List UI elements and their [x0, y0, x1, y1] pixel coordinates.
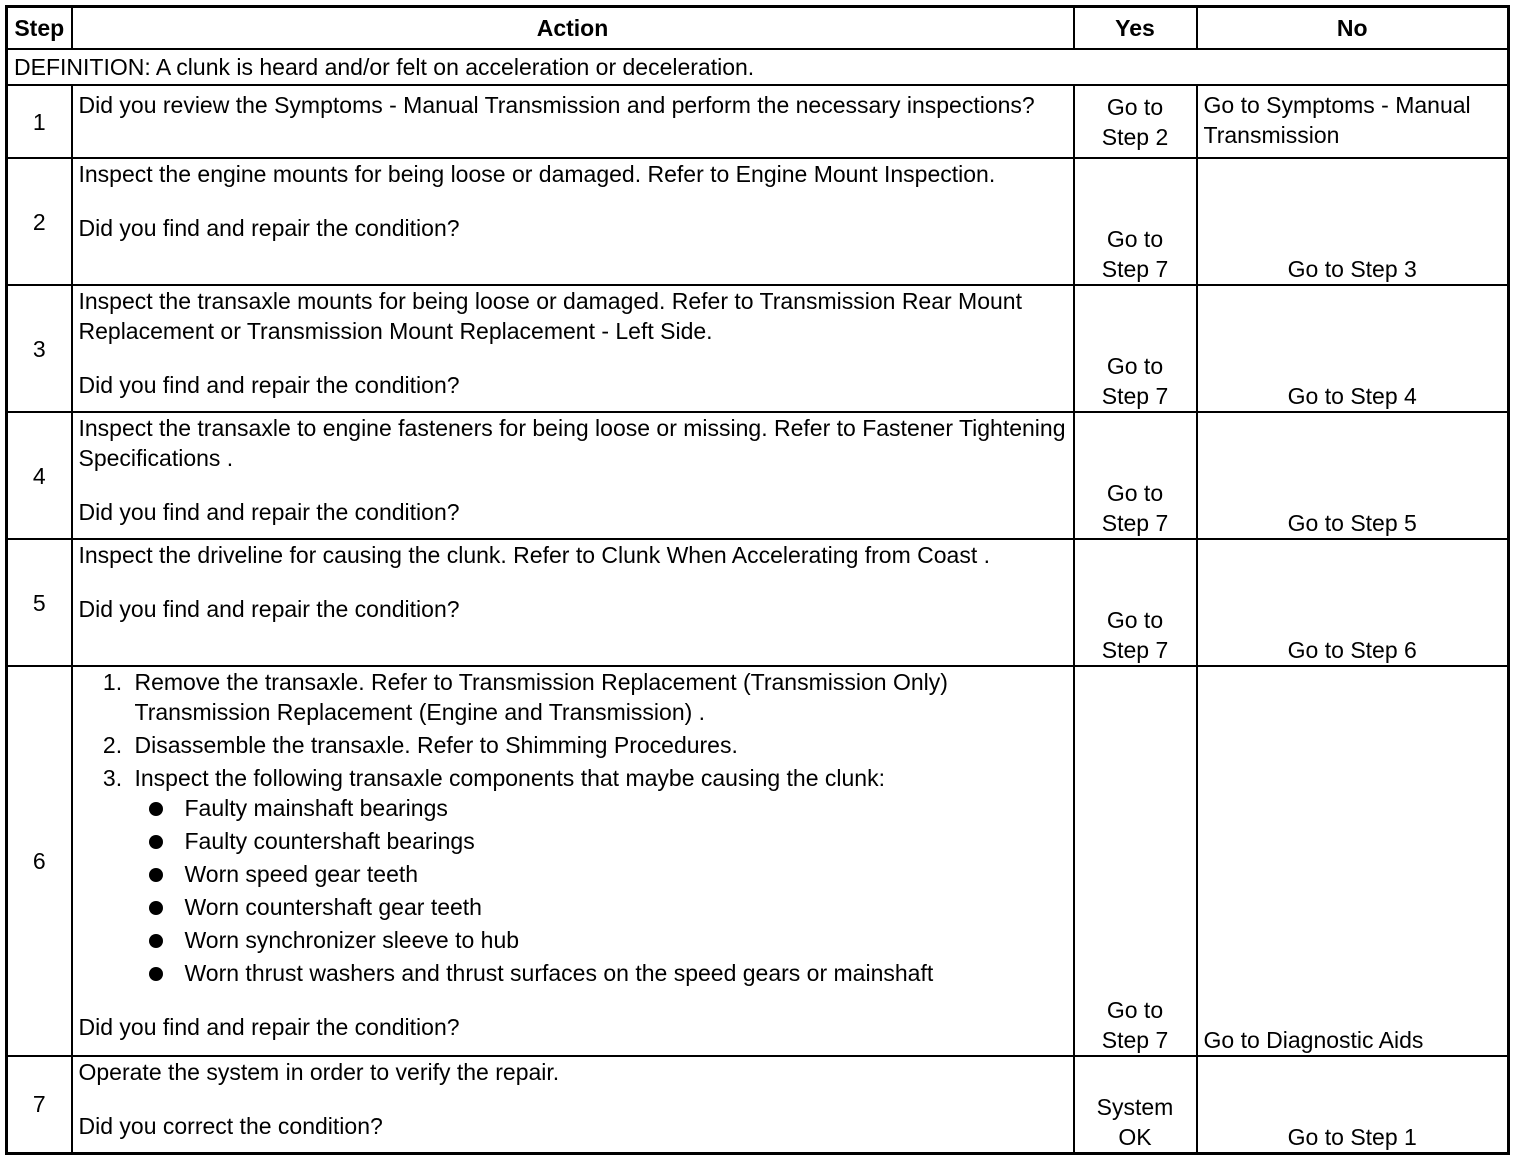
- action-cell: [72, 539, 1074, 666]
- bullet-icon: [149, 802, 163, 816]
- step-number: 7: [7, 1056, 72, 1153]
- bullet-icon: [149, 835, 163, 849]
- yes-result: Go to Step 7: [1074, 666, 1197, 1056]
- component-text: Worn countershaft gear teeth: [184, 894, 482, 920]
- no-result: Go to Diagnostic Aids: [1197, 666, 1509, 1056]
- step-number: 5: [7, 539, 72, 666]
- action-cell: [72, 285, 1074, 412]
- substep-item: [129, 763, 1067, 988]
- component-item: [179, 925, 1067, 955]
- no-result: Go to Symptoms - Manual Transmission: [1197, 85, 1509, 158]
- action-question: Did you correct the condition?: [78, 1113, 383, 1139]
- step-number: 3: [7, 285, 72, 412]
- action-header: Action: [72, 7, 1074, 50]
- table-row: [7, 85, 1509, 158]
- action-text: Inspect the engine mounts for being loose or damaged. Refer to Engine Mount Inspection.: [78, 161, 996, 187]
- table-row: [7, 285, 1509, 412]
- component-item: [179, 826, 1067, 856]
- bullet-icon: [149, 967, 163, 981]
- table-row: [7, 539, 1509, 666]
- action-text: Operate the system in order to verify the repair.: [78, 1059, 560, 1085]
- bullet-icon: [149, 934, 163, 948]
- action-cell: [72, 158, 1074, 285]
- yes-result: Go to Step 7: [1074, 285, 1197, 412]
- action-text: Inspect the transaxle mounts for being loose or damaged. Refer to Transmission Rear Mount Replacement or Transmission Mount Replacement - Left Side.: [78, 288, 1022, 344]
- substep-list: [79, 667, 1067, 988]
- action-text: Inspect the transaxle to engine fasteners for being loose or missing. Refer to Fastener Tightening Specifications .: [78, 415, 1066, 471]
- step-header: Step: [7, 7, 72, 50]
- component-list: [135, 793, 1067, 988]
- component-text: Worn synchronizer sleeve to hub: [184, 927, 520, 953]
- component-text: Worn thrust washers and thrust surfaces on the speed gears or mainshaft: [184, 960, 934, 986]
- yes-result: Go to Step 7: [1074, 539, 1197, 666]
- bullet-icon: [149, 868, 163, 882]
- substep-text: Inspect the following transaxle components that maybe causing the clunk:: [134, 765, 885, 791]
- diagnostic-table: [5, 5, 1510, 1155]
- action-question: Did you find and repair the condition?: [78, 596, 460, 622]
- no-result: Go to Step 1: [1197, 1056, 1509, 1153]
- substep-item: 2. Disassemble the transaxle. Refer to Shimming Procedures.: [129, 730, 1067, 760]
- step-number: 1: [7, 85, 72, 158]
- action-text: Inspect the driveline for causing the clunk. Refer to Clunk When Accelerating from Coast .: [78, 542, 990, 568]
- table-row: [7, 412, 1509, 539]
- component-item: [179, 793, 1067, 823]
- no-result: Go to Step 3: [1197, 158, 1509, 285]
- definition-row: [7, 49, 1509, 85]
- yes-result: Go to Step 7: [1074, 412, 1197, 539]
- component-item: [179, 859, 1067, 889]
- table-row: [7, 158, 1509, 285]
- step-number: 4: [7, 412, 72, 539]
- step-number: 6: [7, 666, 72, 1056]
- action-question: Did you find and repair the condition?: [78, 1014, 460, 1040]
- yes-result: Go to Step 7: [1074, 158, 1197, 285]
- component-text: Faulty mainshaft bearings: [184, 795, 448, 821]
- bullet-icon: [149, 901, 163, 915]
- action-cell: [72, 666, 1074, 1056]
- substep-item: 1. Remove the transaxle. Refer to Transmission Replacement (Transmission Only) Transmission Replacement (Engine and Transmission) .: [129, 667, 1067, 727]
- component-item: [179, 958, 1067, 988]
- yes-result: Go to Step 2: [1074, 85, 1197, 158]
- action-cell: [72, 412, 1074, 539]
- table-row: [7, 666, 1509, 1056]
- no-header: No: [1197, 7, 1509, 50]
- header-row: [7, 7, 1509, 50]
- component-item: [179, 892, 1067, 922]
- no-result: Go to Step 6: [1197, 539, 1509, 666]
- action-question: Did you find and repair the condition?: [78, 215, 460, 241]
- action-question: Did you find and repair the condition?: [78, 499, 460, 525]
- definition-text: DEFINITION: A clunk is heard and/or felt on acceleration or deceleration.: [7, 49, 1509, 85]
- step-number: 2: [7, 158, 72, 285]
- component-text: Worn speed gear teeth: [184, 861, 419, 887]
- action-cell: [72, 1056, 1074, 1153]
- no-result: Go to Step 4: [1197, 285, 1509, 412]
- action-question: Did you find and repair the condition?: [78, 372, 460, 398]
- yes-header: Yes: [1074, 7, 1197, 50]
- action-text: Did you review the Symptoms - Manual Transmission and perform the necessary inspections?: [72, 85, 1074, 158]
- yes-result: System OK: [1074, 1056, 1197, 1153]
- no-result: Go to Step 5: [1197, 412, 1509, 539]
- table-row: [7, 1056, 1509, 1153]
- component-text: Faulty countershaft bearings: [184, 828, 475, 854]
